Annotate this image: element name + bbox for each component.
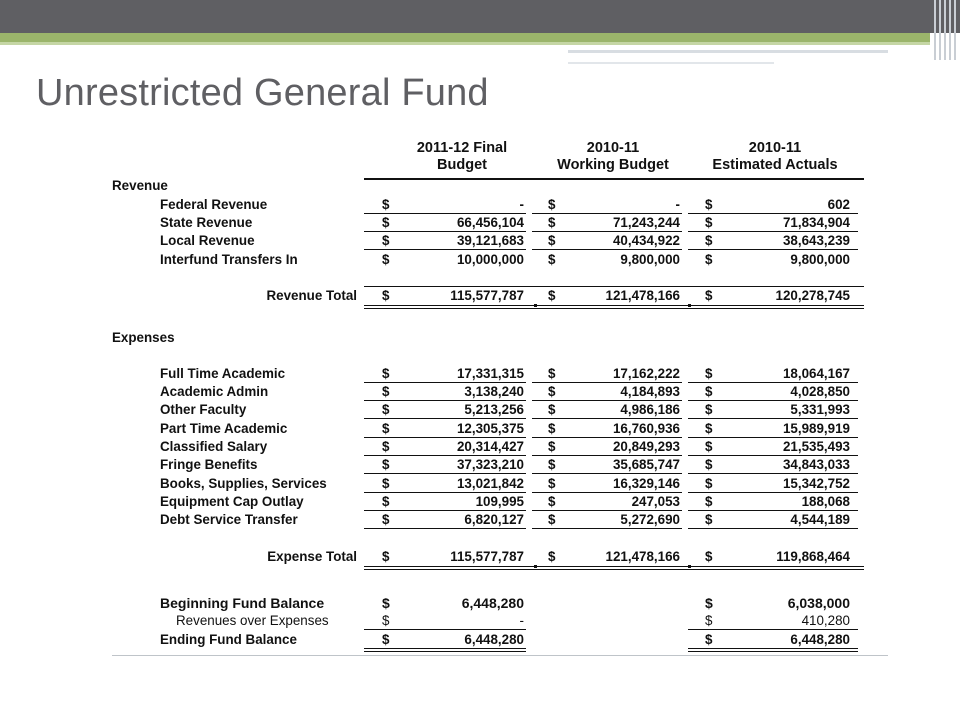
currency-symbol: $ (382, 402, 390, 417)
header-underline (364, 178, 864, 180)
cell-underline (532, 473, 682, 474)
row-label: Academic Admin (160, 384, 269, 399)
value-cell: - (519, 197, 524, 212)
currency-symbol: $ (705, 512, 713, 527)
cell-underline (688, 492, 858, 493)
cell-underline (364, 492, 526, 493)
value-cell: 3,138,240 (464, 384, 524, 399)
section-expenses: Expenses (112, 330, 175, 345)
value-cell: 71,834,904 (782, 215, 850, 230)
row-label: Local Revenue (160, 233, 255, 248)
value-cell: 34,843,033 (782, 457, 850, 472)
currency-symbol: $ (382, 613, 390, 628)
currency-symbol: $ (548, 252, 556, 267)
value-cell: 35,685,747 (612, 457, 680, 472)
header-line: Working Budget (557, 157, 669, 173)
currency-symbol: $ (705, 476, 713, 491)
cell-underline (364, 455, 526, 456)
value-cell: 115,577,787 (450, 288, 524, 303)
cell-underline (532, 400, 682, 401)
value-cell: 4,184,893 (620, 384, 680, 399)
currency-symbol: $ (705, 439, 713, 454)
value-cell: 20,314,427 (456, 439, 524, 454)
row-label: Interfund Transfers In (160, 252, 298, 267)
cell-underline (364, 651, 526, 652)
value-cell: 17,162,222 (612, 366, 680, 381)
row-label: Full Time Academic (160, 366, 286, 381)
total-underline (364, 308, 864, 309)
cell-underline (532, 249, 682, 250)
currency-symbol: $ (705, 197, 713, 212)
value-cell: 109,995 (475, 494, 524, 509)
value-cell: 6,448,280 (464, 632, 524, 647)
cell-underline (688, 437, 858, 438)
value-cell: 16,329,146 (612, 476, 680, 491)
currency-symbol: $ (548, 421, 556, 436)
row-label: Classified Salary (160, 439, 268, 454)
section-revenue: Revenue (112, 178, 168, 193)
currency-symbol: $ (382, 439, 390, 454)
currency-symbol: $ (705, 421, 713, 436)
currency-symbol: $ (548, 288, 556, 303)
tick-mark (534, 304, 537, 307)
value-cell: 121,478,166 (605, 549, 680, 564)
value-cell: 12,305,375 (456, 421, 524, 436)
cell-underline (364, 418, 526, 419)
cell-underline (688, 400, 858, 401)
cell-underline (688, 418, 858, 419)
value-cell: 121,478,166 (605, 288, 680, 303)
slide-title: Unrestricted General Fund (36, 72, 489, 114)
cell-underline (364, 213, 526, 214)
header-line: Budget (437, 157, 487, 173)
value-cell: 410,280 (801, 613, 850, 628)
value-cell: 9,800,000 (620, 252, 680, 267)
currency-symbol: $ (382, 421, 390, 436)
cell-underline (364, 437, 526, 438)
currency-symbol: $ (705, 402, 713, 417)
value-cell: 15,342,752 (782, 476, 850, 491)
cell-underline (364, 648, 526, 649)
cell-underline (364, 400, 526, 401)
value-cell: 18,064,167 (782, 366, 850, 381)
currency-symbol: $ (382, 512, 390, 527)
value-cell: 5,331,993 (790, 402, 850, 417)
value-cell: 40,434,922 (612, 233, 680, 248)
value-cell: 21,535,493 (782, 439, 850, 454)
value-cell: 188,068 (801, 494, 850, 509)
value-cell: 6,448,280 (461, 595, 524, 611)
value-cell: 4,544,189 (790, 512, 850, 527)
cell-underline (532, 510, 682, 511)
currency-symbol: $ (705, 595, 713, 611)
row-label: Part Time Academic (160, 421, 288, 436)
cell-underline (688, 213, 858, 214)
column-header-final-budget (382, 140, 542, 174)
header-line: 2011-12 Final (416, 140, 508, 156)
cell-underline (688, 231, 858, 232)
value-cell: 119,868,464 (776, 549, 850, 564)
value-cell: 4,028,850 (790, 384, 850, 399)
currency-symbol: $ (382, 494, 390, 509)
value-cell: 71,243,244 (612, 215, 680, 230)
value-cell: 602 (827, 197, 850, 212)
cell-underline (364, 510, 526, 511)
value-cell: 38,643,239 (782, 233, 850, 248)
column-header-estimated-actuals (692, 140, 858, 174)
currency-symbol: $ (548, 512, 556, 527)
value-cell: 6,820,127 (464, 512, 524, 527)
currency-symbol: $ (382, 233, 390, 248)
currency-symbol: $ (548, 215, 556, 230)
cell-underline (688, 249, 858, 250)
currency-symbol: $ (382, 632, 390, 647)
total-top-line (364, 286, 864, 287)
cell-underline (364, 231, 526, 232)
currency-symbol: $ (705, 233, 713, 248)
currency-symbol: $ (705, 632, 713, 647)
row-label: Revenues over Expenses (176, 613, 329, 628)
value-cell: - (519, 613, 524, 628)
currency-symbol: $ (382, 288, 390, 303)
value-cell: 37,323,210 (456, 457, 524, 472)
value-cell: 39,121,683 (456, 233, 524, 248)
total-underline (364, 305, 864, 306)
currency-symbol: $ (548, 197, 556, 212)
cell-underline (364, 249, 526, 250)
value-cell: 115,577,787 (450, 549, 524, 564)
currency-symbol: $ (548, 366, 556, 381)
cell-underline (364, 528, 526, 529)
cell-underline (532, 213, 682, 214)
value-cell: 4,986,186 (620, 402, 680, 417)
header-line: Estimated Actuals (712, 157, 838, 173)
cell-underline (688, 648, 858, 649)
value-cell: 120,278,745 (775, 288, 850, 303)
value-cell: 6,448,280 (790, 632, 850, 647)
currency-symbol: $ (705, 457, 713, 472)
value-cell: - (675, 197, 680, 212)
currency-symbol: $ (382, 457, 390, 472)
value-cell: 16,760,936 (612, 421, 680, 436)
cell-underline (688, 528, 858, 529)
row-label: Debt Service Transfer (160, 512, 298, 527)
currency-symbol: $ (382, 252, 390, 267)
cell-underline (532, 492, 682, 493)
row-label: Books, Supplies, Services (160, 476, 327, 491)
tick-mark (688, 565, 691, 568)
row-label: Revenue Total (266, 288, 357, 303)
tick-mark (688, 304, 691, 307)
header-line: 2010-11 (586, 140, 640, 156)
cell-underline (532, 528, 682, 529)
value-cell: 5,272,690 (620, 512, 680, 527)
row-label: Expense Total (267, 549, 357, 564)
cell-underline (532, 382, 682, 383)
cell-underline (688, 510, 858, 511)
currency-symbol: $ (548, 549, 556, 564)
row-label: Beginning Fund Balance (160, 595, 325, 611)
value-cell: 9,800,000 (790, 252, 850, 267)
cell-underline (532, 455, 682, 456)
currency-symbol: $ (548, 233, 556, 248)
total-underline (364, 569, 864, 570)
cell-underline (688, 473, 858, 474)
currency-symbol: $ (382, 595, 390, 611)
cell-underline (532, 418, 682, 419)
cell-underline (688, 629, 858, 630)
currency-symbol: $ (382, 366, 390, 381)
value-cell: 10,000,000 (456, 252, 524, 267)
total-underline (364, 566, 864, 567)
currency-symbol: $ (705, 366, 713, 381)
value-cell: 66,456,104 (456, 215, 524, 230)
currency-symbol: $ (705, 288, 713, 303)
currency-symbol: $ (705, 215, 713, 230)
currency-symbol: $ (705, 384, 713, 399)
currency-symbol: $ (382, 215, 390, 230)
value-cell: 15,989,919 (782, 421, 850, 436)
value-cell: 6,038,000 (787, 595, 850, 611)
row-label: State Revenue (160, 215, 253, 230)
column-header-working-budget (538, 140, 688, 174)
row-label: Equipment Cap Outlay (160, 494, 304, 509)
cell-underline (364, 629, 526, 630)
currency-symbol: $ (705, 549, 713, 564)
row-label: Federal Revenue (160, 197, 268, 212)
value-cell: 13,021,842 (456, 476, 524, 491)
value-cell: 5,213,256 (464, 402, 524, 417)
currency-symbol: $ (705, 613, 713, 628)
value-cell: 247,053 (631, 494, 680, 509)
currency-symbol: $ (548, 402, 556, 417)
currency-symbol: $ (548, 384, 556, 399)
currency-symbol: $ (705, 494, 713, 509)
cell-underline (532, 437, 682, 438)
cell-underline (364, 473, 526, 474)
currency-symbol: $ (548, 476, 556, 491)
cell-underline (688, 651, 858, 652)
currency-symbol: $ (382, 197, 390, 212)
currency-symbol: $ (382, 476, 390, 491)
cell-underline (688, 382, 858, 383)
footer-line (112, 655, 888, 656)
currency-symbol: $ (705, 252, 713, 267)
currency-symbol: $ (382, 549, 390, 564)
currency-symbol: $ (548, 439, 556, 454)
currency-symbol: $ (382, 384, 390, 399)
value-cell: 17,331,315 (456, 366, 524, 381)
currency-symbol: $ (548, 494, 556, 509)
cell-underline (688, 455, 858, 456)
tick-mark (534, 565, 537, 568)
row-label: Ending Fund Balance (160, 632, 297, 647)
header-line: 2010-11 (748, 140, 802, 156)
value-cell: 20,849,293 (612, 439, 680, 454)
row-label: Other Faculty (160, 402, 247, 417)
cell-underline (364, 382, 526, 383)
row-label: Fringe Benefits (160, 457, 258, 472)
currency-symbol: $ (548, 457, 556, 472)
cell-underline (532, 231, 682, 232)
